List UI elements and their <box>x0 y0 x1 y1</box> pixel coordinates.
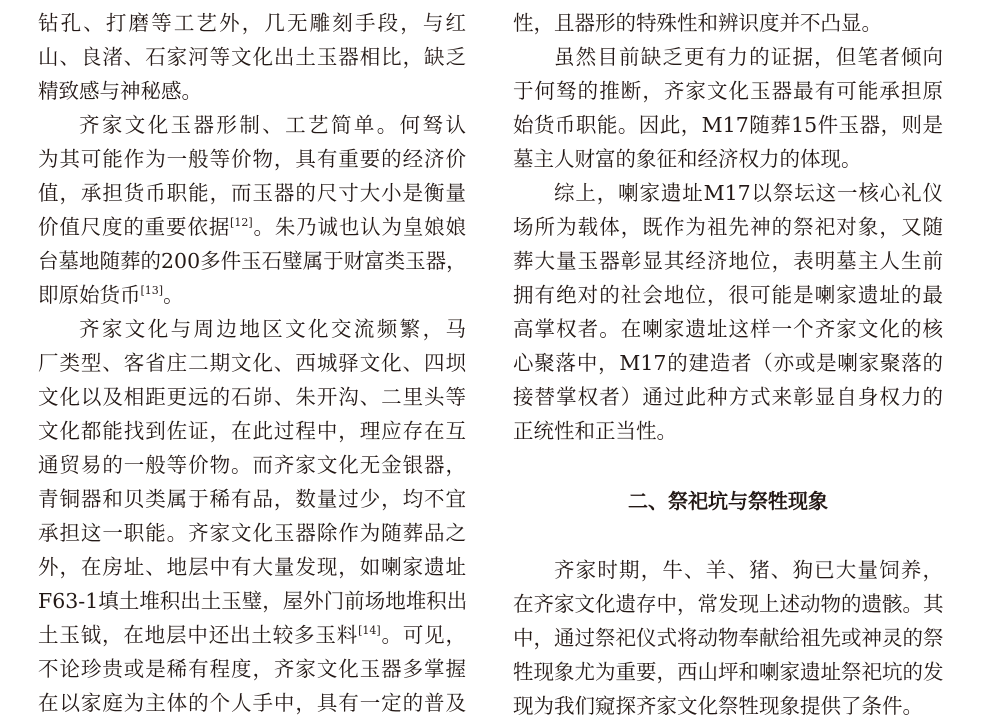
text-line-content: 综上，喇家遗址M17以祭坛这一核心礼仪 <box>554 181 943 205</box>
text-line-content: 高掌权者。在喇家遗址这样一个齐家文化的核 <box>513 317 943 341</box>
text-line <box>513 655 943 689</box>
text-line-content: 文化都能找到佐证，在此过程中，理应存在互 <box>38 419 466 443</box>
text-line-content: 精致感与神秘感。 <box>38 79 202 103</box>
citation-ref: [14] <box>358 624 381 638</box>
text-line <box>38 652 466 686</box>
text-line <box>513 346 943 380</box>
text-line-content: 值，承担货币职能，而玉器的尺寸大小是衡量 <box>38 181 466 205</box>
text-line <box>513 142 943 176</box>
text-line <box>38 618 466 652</box>
text-line-content: 始货币职能。因此，M17随葬15件玉器，则是 <box>513 113 943 137</box>
text-line-content: 虽然目前缺乏更有力的证据，但笔者倾向 <box>554 45 943 69</box>
left-column <box>38 6 466 720</box>
citation-ref: [12] <box>230 216 253 230</box>
text-line-content: 现为我们窥探齐家文化祭牲现象提供了条件。 <box>513 694 923 718</box>
text-line-content: 外，在房址、地层中有大量发现，如喇家遗址 <box>38 555 466 579</box>
text-line <box>513 553 943 587</box>
text-line-content: 性，且器形的特殊性和辨识度并不凸显。 <box>513 11 882 35</box>
text-line <box>513 108 943 142</box>
text-line-content: 场所为载体，既作为祖先神的祭祀对象，又随 <box>513 215 943 239</box>
text-line-content: 青铜器和贝类属于稀有品，数量过少，均不宜 <box>38 487 466 511</box>
text-line <box>38 346 466 380</box>
text-line <box>38 516 466 550</box>
text-line-content: 接替掌权者）通过此种方式来彰显自身权力的 <box>513 385 943 409</box>
right-column-section-two <box>513 553 943 723</box>
text-line <box>38 584 466 618</box>
text-line-content: 土玉钺，在地层中还出土较多玉料 <box>38 623 359 647</box>
text-line <box>38 210 466 244</box>
citation-ref: [13] <box>140 284 164 298</box>
text-line <box>513 244 943 278</box>
text-line-content: 在齐家文化遗存中，常发现上述动物的遗骸。其 <box>513 592 944 616</box>
text-line <box>38 380 466 414</box>
text-line <box>513 689 943 723</box>
text-line <box>38 108 466 142</box>
text-line <box>38 244 466 278</box>
text-line-content: 为其可能作为一般等价物，具有重要的经济价 <box>38 147 466 171</box>
text-line-content: 齐家文化玉器形制、工艺简单。何驽认 <box>79 113 466 137</box>
text-line-content: 山、良渚、石家河等文化出土玉器相比，缺乏 <box>38 45 466 69</box>
text-line <box>513 74 943 108</box>
text-line-content: 中，通过祭祀仪式将动物奉献给祖先或神灵的祭 <box>513 626 944 650</box>
text-line <box>513 40 943 74</box>
text-line-content: 通贸易的一般等价物。而齐家文化无金银器， <box>38 453 466 477</box>
text-line <box>38 312 466 346</box>
text-line <box>38 448 466 482</box>
text-line-content: 台墓地随葬的200多件玉石璧属于财富类玉器， <box>38 249 467 273</box>
text-line <box>38 176 466 210</box>
text-line-content: 不论珍贵或是稀有程度，齐家文化玉器多掌握 <box>38 657 466 681</box>
text-line <box>513 621 943 655</box>
text-line-content: 牲现象尤为重要，西山坪和喇家遗址祭祀坑的发 <box>513 660 944 684</box>
text-line <box>513 176 943 210</box>
text-line <box>38 278 466 312</box>
text-line <box>38 40 466 74</box>
text-line-content: 在以家庭为主体的个人手中，具有一定的普及 <box>38 691 466 715</box>
text-line <box>513 380 943 414</box>
text-line <box>513 414 943 448</box>
text-line <box>513 312 943 346</box>
text-line <box>513 6 943 40</box>
text-line-content: 即原始货币 <box>38 283 141 307</box>
text-line-content: 正统性和正当性。 <box>513 419 677 443</box>
text-line <box>513 587 943 621</box>
right-column <box>513 6 943 448</box>
text-line-content: 齐家时期，牛、羊、猪、狗已大量饲养， <box>554 558 943 582</box>
section-heading: 二、祭祀坑与祭牲现象 <box>628 489 828 513</box>
text-line <box>38 414 466 448</box>
text-line-tail: 。可见， <box>380 623 467 647</box>
text-line <box>513 278 943 312</box>
text-line-content: 厂类型、客省庄二期文化、西城驿文化、四坝 <box>38 351 466 375</box>
text-line <box>38 550 466 584</box>
text-line-tail: 。朱乃诚也认为皇娘娘 <box>252 215 467 239</box>
text-line-content: 齐家文化与周边地区文化交流频繁，马 <box>79 317 466 341</box>
text-line-content: 于何驽的推断，齐家文化玉器最有可能承担原 <box>513 79 943 103</box>
text-line-content: 承担这一职能。齐家文化玉器除作为随葬品之 <box>38 521 466 545</box>
text-line <box>38 6 466 40</box>
text-line-content: 心聚落中，M17的建造者（亦或是喇家聚落的 <box>513 351 943 375</box>
text-line-content: 文化以及相距更远的石峁、朱开沟、二里头等 <box>38 385 466 409</box>
text-line-content: 拥有绝对的社会地位，很可能是喇家遗址的最 <box>513 283 943 307</box>
text-line-content: 葬大量玉器彰显其经济地位，表明墓主人生前 <box>513 249 943 273</box>
text-line <box>38 142 466 176</box>
text-line-content: 钻孔、打磨等工艺外，几无雕刻手段，与红 <box>38 11 466 35</box>
text-line-content: F63-1填土堆积出土玉璧，屋外门前场地堆积出 <box>38 589 468 613</box>
text-line-content: 价值尺度的重要依据 <box>38 215 231 239</box>
text-line-tail: 。 <box>163 283 184 307</box>
text-line <box>38 74 466 108</box>
text-line <box>513 210 943 244</box>
text-line-content: 墓主人财富的象征和经济权力的体现。 <box>513 147 862 171</box>
text-line <box>38 482 466 516</box>
